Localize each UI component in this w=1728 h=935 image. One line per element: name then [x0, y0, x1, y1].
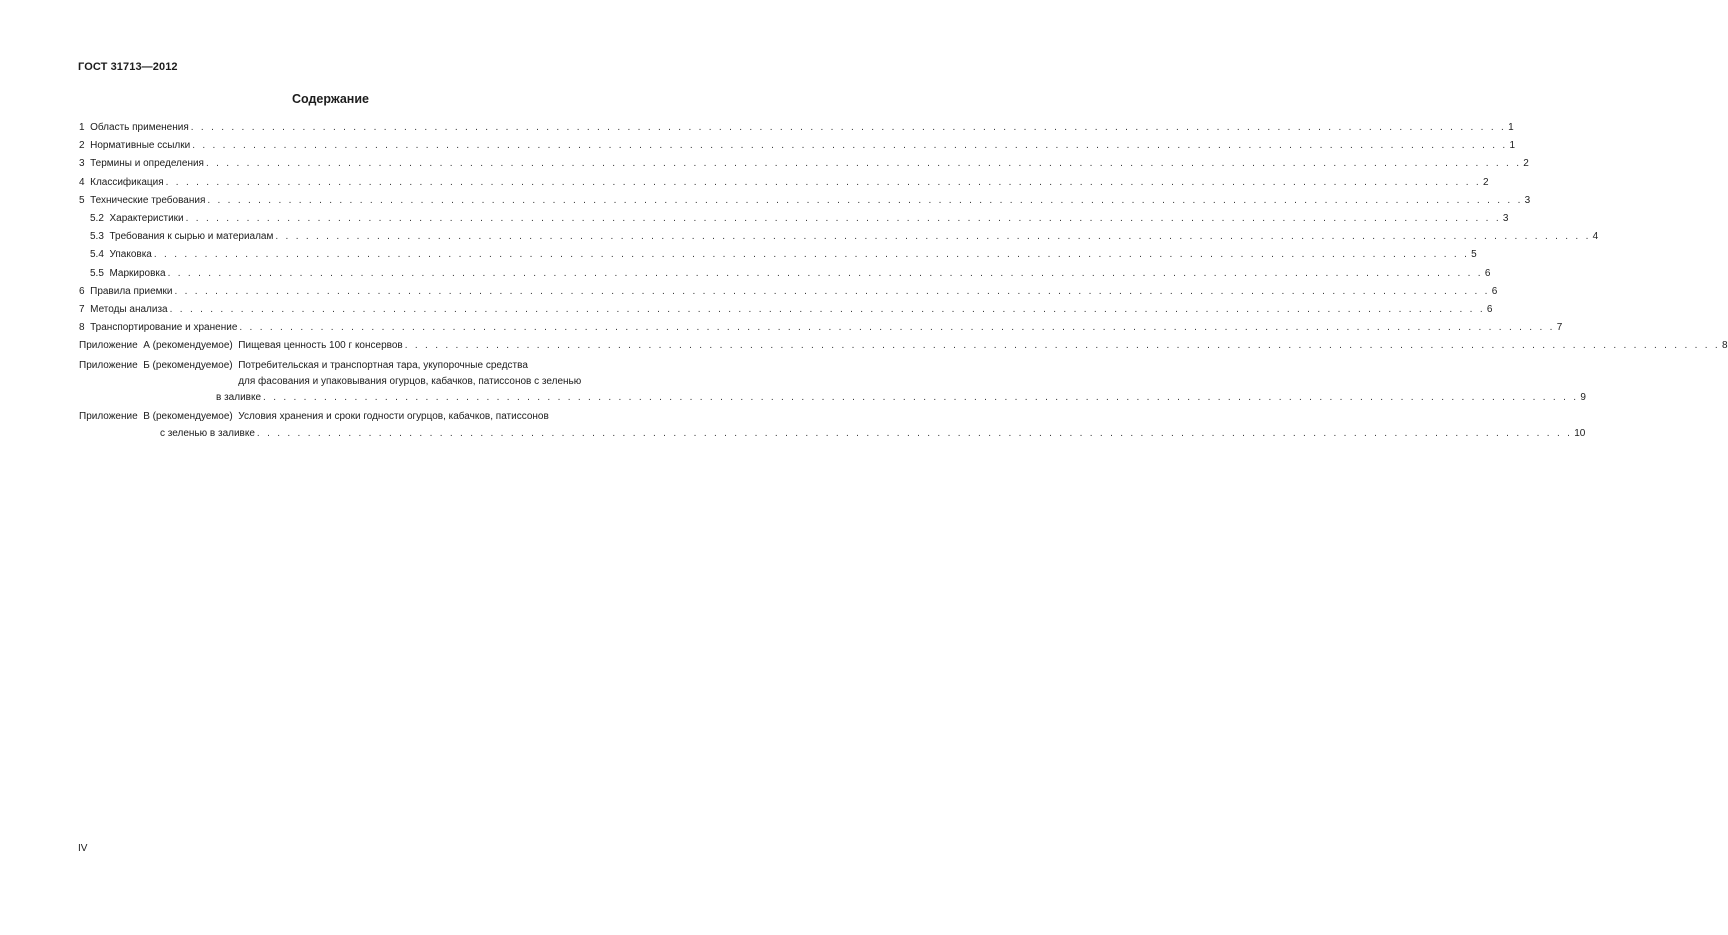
- toc-entry-title: Область применения: [90, 122, 189, 133]
- toc-entry-5[interactable]: [79, 194, 1531, 213]
- dot-leader: [207, 195, 1522, 206]
- appendix-title-line-1: Потребительская и транспортная тара, укупорочные средства: [238, 360, 528, 372]
- toc-appendix-v[interactable]: [79, 411, 609, 428]
- toc-entry-5-3[interactable]: [79, 231, 1599, 249]
- appendix-label: Приложение Б (рекомендуемое): [79, 360, 233, 372]
- dot-leader: [166, 177, 1481, 188]
- toc-entry-page: 6: [1491, 285, 1498, 297]
- toc-appendix-v-last-line[interactable]: [79, 428, 1586, 446]
- dot-leader: [206, 158, 1521, 169]
- toc-entry-number: 3: [79, 158, 85, 170]
- appendix-label: Приложение В (рекомендуемое): [79, 411, 233, 423]
- dot-leader: [275, 231, 1590, 242]
- toc-entry-title: Правила приемки: [90, 285, 173, 297]
- toc-entry-number: 1: [79, 122, 85, 133]
- toc-entry-title: Транспортирование и хранение: [90, 322, 238, 334]
- toc-entry-page: 7: [1556, 322, 1563, 334]
- toc-title: Содержание: [291, 92, 369, 106]
- toc-entry-1[interactable]: [79, 122, 1514, 140]
- toc-entry-page: 3: [1502, 212, 1509, 224]
- toc-entry-number: 8: [79, 322, 85, 334]
- toc-entry-page: 5: [1471, 249, 1477, 261]
- dot-leader: [257, 428, 1572, 439]
- toc-entry-8[interactable]: [79, 322, 1563, 340]
- toc-entry-title: Маркировка: [109, 267, 166, 279]
- appendix-page: 8: [1722, 340, 1728, 352]
- dot-leader: [174, 286, 1489, 297]
- toc-entry-title: Нормативные ссылки: [90, 140, 191, 152]
- toc-entry-2[interactable]: [79, 140, 1516, 158]
- dot-leader: [405, 340, 1720, 351]
- toc-entry-number: 5: [79, 194, 85, 206]
- dot-leader: [191, 122, 1506, 133]
- toc-appendix-b[interactable]: [79, 360, 609, 392]
- appendix-title-line-1: Условия хранения и сроки годности огурцов, кабачков, патиссонов: [238, 411, 549, 423]
- dot-leader: [154, 249, 1469, 260]
- toc-entry-number: 4: [79, 176, 85, 188]
- dot-leader: [170, 304, 1485, 315]
- toc-entry-title: Характеристики: [109, 212, 184, 224]
- document-id: ГОСТ 31713—2012: [78, 61, 178, 73]
- table-of-contents: [79, 122, 1728, 446]
- toc-entry-number: 7: [79, 303, 85, 315]
- toc-entry-number: 5.5: [90, 267, 104, 279]
- toc-entry-page: 3: [1524, 194, 1531, 206]
- dot-leader: [239, 322, 1554, 333]
- toc-entry-title: Классификация: [90, 176, 164, 188]
- toc-entry-title: Технические требования: [90, 194, 206, 206]
- toc-entry-5-2[interactable]: [79, 212, 1509, 231]
- appendix-title-line-2: для фасования и упаковывания огурцов, кабачков, патиссонов с зеленью: [238, 376, 582, 388]
- toc-entry-number: 5.4: [90, 249, 104, 261]
- appendix-title-line-3: в заливке: [216, 392, 262, 404]
- toc-entry-page: 2: [1482, 176, 1489, 188]
- appendix-title: Пищевая ценность 100 г консервов: [238, 340, 403, 352]
- toc-entry-number: 6: [79, 285, 85, 297]
- toc-entry-title: Требования к сырью и материалам: [109, 231, 274, 243]
- toc-entry-7[interactable]: [79, 303, 1493, 322]
- toc-entry-title: Термины и определения: [90, 158, 204, 170]
- toc-entry-6[interactable]: [79, 285, 1498, 304]
- toc-entry-5-5[interactable]: [79, 267, 1491, 286]
- appendix-page: 9: [1580, 392, 1586, 404]
- toc-entry-number: 5.2: [90, 212, 104, 224]
- toc-entry-page: 4: [1592, 231, 1599, 243]
- appendix-label: Приложение А (рекомендуемое): [79, 340, 233, 352]
- appendix-title-line-2: с зеленью в заливке: [160, 428, 255, 440]
- toc-entry-page: 6: [1486, 303, 1493, 315]
- toc-entry-page: 2: [1523, 158, 1529, 170]
- toc-entry-3[interactable]: [79, 158, 1529, 176]
- toc-entry-number: 5.3: [90, 231, 104, 243]
- toc-entry-number: 2: [79, 140, 85, 152]
- toc-entry-4[interactable]: [79, 176, 1489, 195]
- toc-appendix-a[interactable]: [79, 340, 1728, 358]
- toc-entry-title: Упаковка: [109, 249, 152, 261]
- toc-entry-5-4[interactable]: [79, 249, 1477, 267]
- toc-appendix-b-last-line[interactable]: [79, 392, 1586, 410]
- dot-leader: [186, 213, 1501, 224]
- toc-entry-page: 1: [1509, 140, 1516, 152]
- dot-leader: [192, 140, 1507, 151]
- dot-leader: [168, 268, 1483, 279]
- toc-entry-title: Методы анализа: [90, 303, 168, 315]
- page-number: IV: [78, 843, 88, 854]
- appendix-page: 10: [1574, 428, 1586, 440]
- toc-entry-page: 1: [1508, 122, 1514, 133]
- dot-leader: [263, 392, 1578, 403]
- toc-entry-page: 6: [1484, 267, 1491, 279]
